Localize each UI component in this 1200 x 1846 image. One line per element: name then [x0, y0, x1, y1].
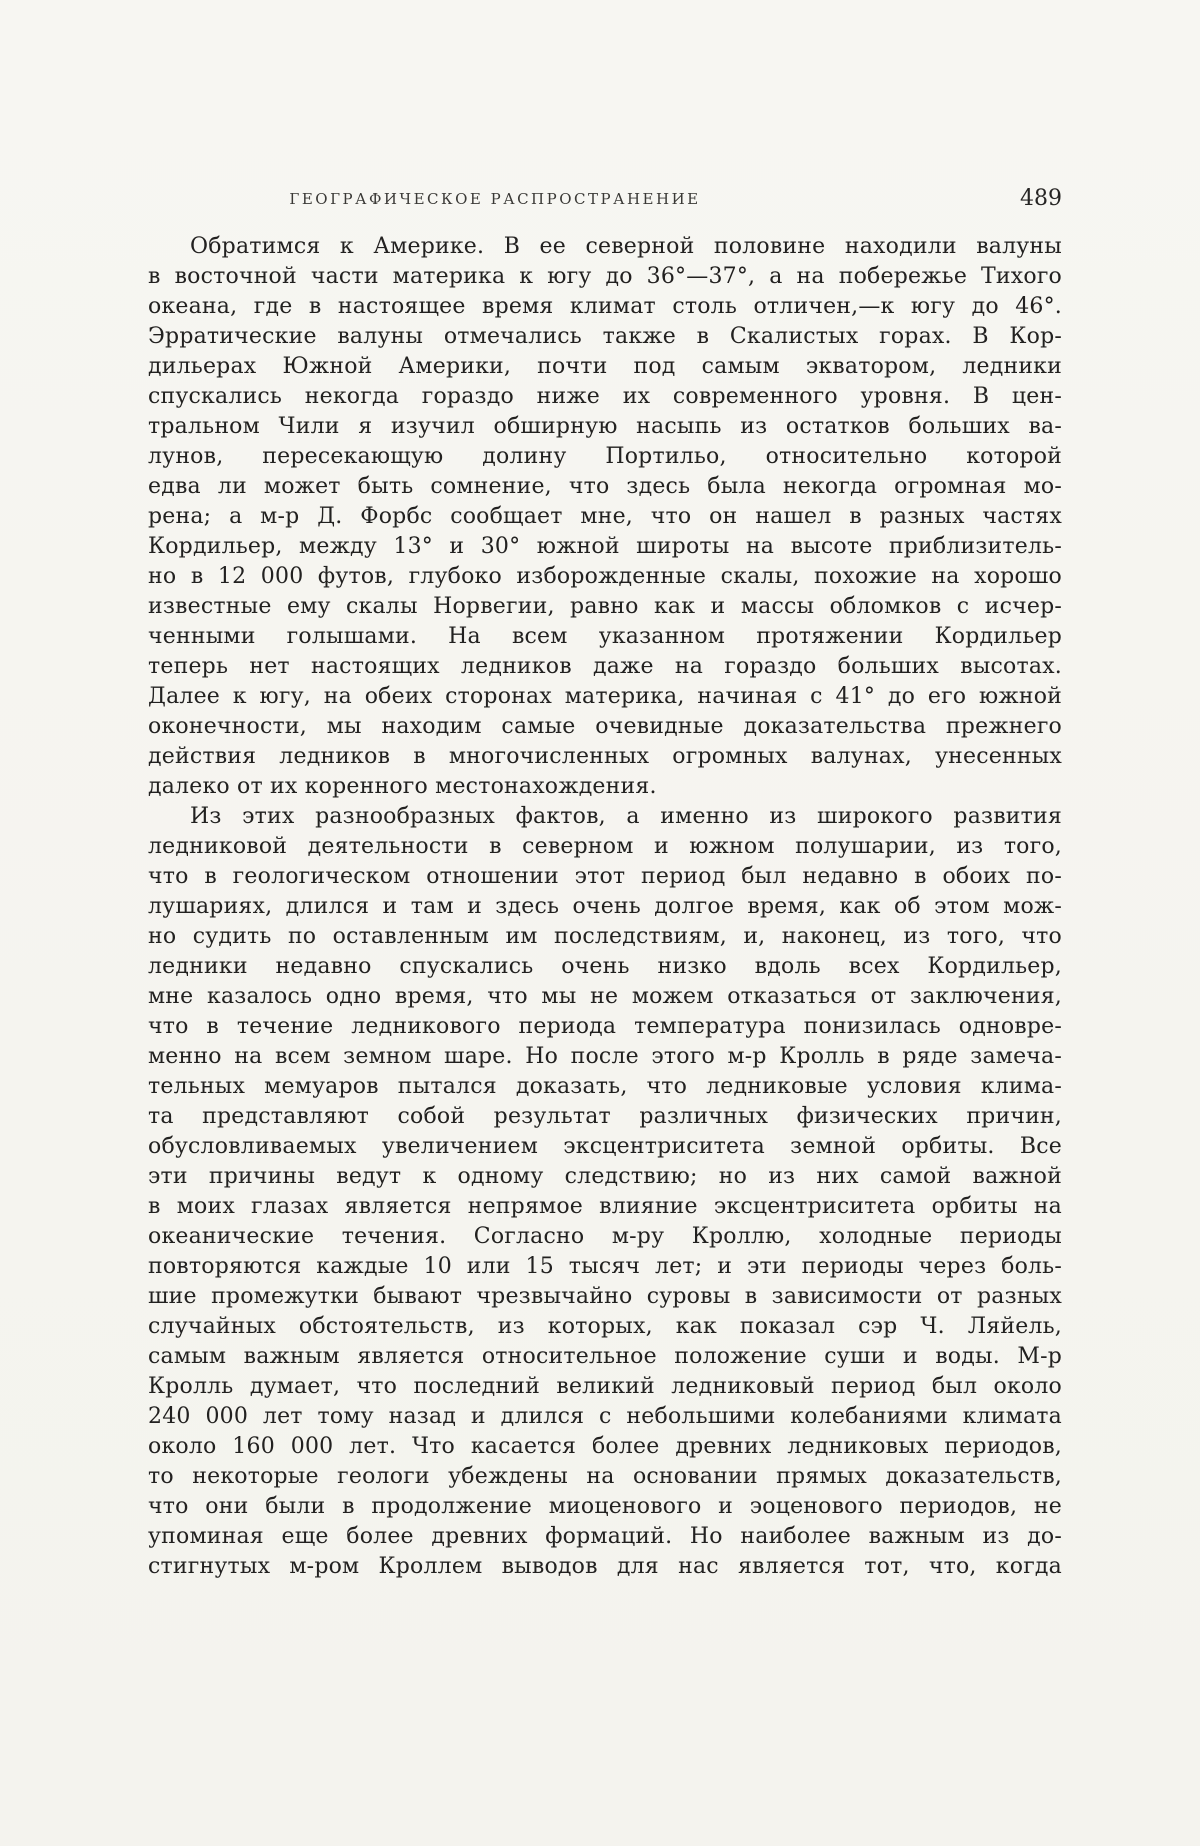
- text-line: самым важным является относительное положение суши и воды. М-р: [148, 1344, 1062, 1369]
- text-line: Из этих разнообразных фактов, а именно из широкого развития: [190, 804, 1062, 829]
- paragraph: [148, 802, 1062, 1582]
- text-line: лушариях, длился и там и здесь очень долгое время, как об этом мож-: [148, 894, 1062, 919]
- text-line: далеко от их коренного местонахождения.: [148, 774, 657, 799]
- text-line: что они были в продолжение миоценового и эоценового периодов, не: [148, 1494, 1062, 1519]
- text-line: обусловливаемых увеличением эксцентриситета земной орбиты. Все: [148, 1134, 1062, 1159]
- text-line: то некоторые геологи убеждены на основании прямых доказательств,: [148, 1464, 1062, 1489]
- text-line: 240 000 лет тому назад и длился с небольшими колебаниями климата: [148, 1404, 1062, 1429]
- text-line: но судить по оставленным им последствиям, и, наконец, из того, что: [148, 924, 1062, 949]
- text-line: что в течение ледникового периода температура понизилась одновре-: [148, 1014, 1062, 1039]
- text-line: Кордильер, между 13° и 30° южной широты на высоте приблизитель-: [148, 534, 1062, 559]
- text-line: теперь нет настоящих ледников даже на гораздо больших высотах.: [148, 654, 1062, 679]
- text-line: тральном Чили я изучил обширную насыпь из остатков больших ва-: [148, 414, 1062, 439]
- text-block: [148, 184, 1062, 1582]
- page-body: [148, 232, 1062, 1582]
- text-line: стигнутых м-ром Кроллем выводов для нас является тот, что, когда: [148, 1554, 1062, 1579]
- text-line: Эрратические валуны отмечались также в Скалистых горах. В Кор-: [148, 324, 1062, 349]
- text-line: океана, где в настоящее время климат столь отличен,—к югу до 46°.: [148, 294, 1062, 319]
- text-line: повторяются каждые 10 или 15 тысяч лет; и эти периоды через боль-: [148, 1254, 1062, 1279]
- text-line: случайных обстоятельств, из которых, как показал сэр Ч. Ляйель,: [148, 1314, 1062, 1339]
- text-line: около 160 000 лет. Что касается более древних ледниковых периодов,: [148, 1434, 1062, 1459]
- text-line: что в геологическом отношении этот период был недавно в обоих по-: [148, 864, 1062, 889]
- text-line: мне казалось одно время, что мы не можем отказаться от заключения,: [148, 984, 1062, 1009]
- text-line: менно на всем земном шаре. Но после этого м-р Кролль в ряде замеча-: [148, 1044, 1062, 1069]
- text-line: Далее к югу, на обеих сторонах материка, начиная с 41° до его южной: [148, 684, 1062, 709]
- text-line: дильерах Южной Америки, почти под самым экватором, ледники: [148, 354, 1062, 379]
- text-line: рена; а м-р Д. Форбс сообщает мне, что он нашел в разных частях: [148, 504, 1062, 529]
- text-line: упоминая еще более древних формаций. Но наиболее важным из до-: [148, 1524, 1062, 1549]
- text-line: но в 12 000 футов, глубоко изборожденные скалы, похожие на хорошо: [148, 564, 1062, 589]
- text-line: ченными голышами. На всем указанном протяжении Кордильер: [148, 624, 1062, 649]
- text-line: океанические течения. Согласно м-ру Кроллю, холодные периоды: [148, 1224, 1062, 1249]
- text-line: та представляют собой результат различных физических причин,: [148, 1104, 1062, 1129]
- text-line: ледниковой деятельности в северном и южном полушарии, из того,: [148, 834, 1062, 859]
- text-line: Кролль думает, что последний великий ледниковый период был около: [148, 1374, 1062, 1399]
- text-line: едва ли может быть сомнение, что здесь была некогда огромная мо-: [148, 474, 1062, 499]
- text-line: оконечности, мы находим самые очевидные доказательства прежнего: [148, 714, 1062, 739]
- text-line: шие промежутки бывают чрезвычайно суровы в зависимости от разных: [148, 1284, 1062, 1309]
- running-title: ГЕОГРАФИЧЕСКОЕ РАСПРОСТРАНЕНИЕ: [289, 190, 701, 208]
- text-line: действия ледников в многочисленных огромных валунах, унесенных: [148, 744, 1062, 769]
- text-line: эти причины ведут к одному следствию; но из них самой важной: [148, 1164, 1062, 1189]
- text-line: Обратимся к Америке. В ее северной половине находили валуны: [190, 234, 1062, 259]
- text-line: ледники недавно спускались очень низко вдоль всех Кордильер,: [148, 954, 1062, 979]
- running-head: [148, 184, 1062, 214]
- text-line: спускались некогда гораздо ниже их современного уровня. В цен-: [148, 384, 1062, 409]
- text-line: тельных мемуаров пытался доказать, что ледниковые условия клима-: [148, 1074, 1062, 1099]
- text-line: в восточной части материка к югу до 36°—37°, а на побережье Тихого: [148, 264, 1062, 289]
- text-line: лунов, пересекающую долину Портильо, относительно которой: [148, 444, 1062, 469]
- text-line: известные ему скалы Норвегии, равно как и массы обломков с исчер-: [148, 594, 1062, 619]
- paragraph: [148, 232, 1062, 802]
- text-line: в моих глазах является непрямое влияние эксцентриситета орбиты на: [148, 1194, 1062, 1219]
- page-number: 489: [1020, 186, 1062, 211]
